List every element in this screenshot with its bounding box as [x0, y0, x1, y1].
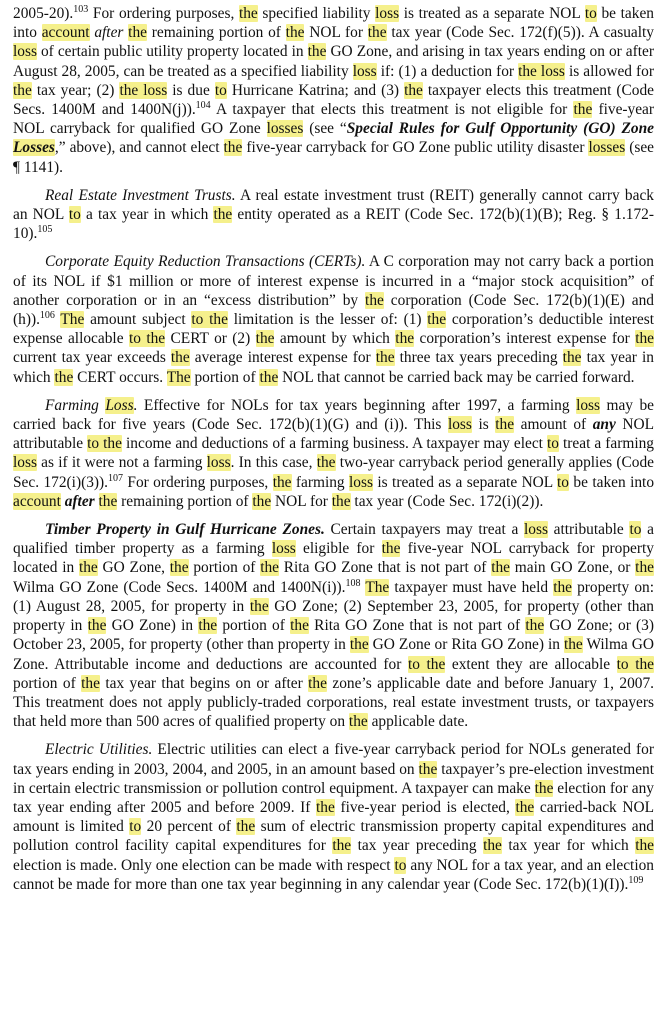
highlighted-term: the [78, 559, 98, 577]
text-run: tax year that begins on or after [99, 674, 309, 692]
highlighted-term: the [332, 837, 352, 855]
highlighted-term: the [170, 349, 190, 367]
text-run: Wilma GO Zone. Attributable income and deductions are accounted for [13, 636, 654, 673]
highlighted-term: the [573, 101, 593, 119]
text-run: three tax years preceding [394, 349, 563, 367]
text-run [95, 493, 99, 510]
text-run: two-year carryback period generally applies (Code Sec. 172(i)(3)). [13, 454, 654, 491]
text-run: is treated as a separate NOL [372, 473, 558, 491]
text-run: a qualified timber property as a farming [13, 521, 654, 558]
paragraph-continuation [13, 4, 654, 177]
text-run: five-year period is elected, [334, 798, 516, 816]
text-run: five-year carryback for GO Zone public utility disaster [242, 139, 589, 157]
text-run: election is made. Only one election can be made with respect [13, 856, 395, 874]
text-run: CERT occurs. [73, 368, 167, 386]
highlighted-term: the [223, 139, 243, 157]
paragraph-reit [13, 186, 654, 244]
highlighted-term: the [375, 349, 395, 367]
highlighted-term: loss [447, 416, 472, 434]
highlighted-term: the [316, 454, 336, 472]
highlighted-term: loss [13, 43, 37, 61]
highlighted-term: the [285, 24, 305, 42]
highlighted-term: the [562, 349, 582, 367]
text-run: GO Zone, [97, 559, 170, 577]
highlighted-term: the [98, 492, 118, 510]
highlighted-term: the [515, 798, 535, 816]
text-run: Rita GO Zone that is not part of [308, 617, 526, 635]
text-run: Certain taxpayers may treat a [324, 521, 524, 539]
highlighted-term: to the [191, 311, 228, 329]
highlighted-term: loss [206, 454, 231, 472]
footnote-ref: 103 [73, 4, 89, 15]
highlighted-term: to the [407, 655, 446, 673]
paragraph-farming-loss [13, 396, 654, 511]
text-run: attributable [547, 521, 630, 539]
text-run: average interest expense for [189, 349, 376, 367]
text-run: eligible for [295, 540, 382, 558]
text-run: tax year (Code Sec. 172(i)(2)). [350, 492, 544, 510]
text-run: NOL attributable [13, 416, 654, 453]
highlighted-term: account [13, 492, 61, 510]
text-run: taxpayer elects this treatment (Code Secs. 1400M and 1400N(j)). [13, 81, 654, 119]
highlighted-term: The [365, 578, 390, 596]
text-run: remaining portion of [146, 24, 286, 42]
highlighted-term: the [553, 578, 572, 596]
highlighted-term: the [272, 473, 292, 491]
text-run: For ordering purposes, [123, 473, 273, 491]
highlighted-term: to [629, 521, 642, 539]
text-run: corporation (Code Sec. 172(b)(1)(E) and (h)). [13, 291, 654, 329]
highlighted-term: the [525, 617, 545, 635]
text-run: GO Zone; (2) September 23, 2005, for property (other than property in [13, 597, 654, 635]
footnote-ref: 108 [345, 577, 361, 589]
highlighted-term: the [381, 540, 401, 558]
text-run: NOL for [304, 24, 368, 42]
highlighted-term: account [41, 24, 90, 42]
highlighted-term: the [308, 674, 327, 692]
footnote-ref: 109 [628, 874, 644, 886]
text-run: amount by which [274, 330, 396, 348]
highlighted-term: the [395, 330, 415, 348]
text-run: zone’s applicable date and before January 1, 2007. This treatment does not apply publicly-traded corporations, real estate investment trusts, or taxpayers that held more than 500 acres of qualified property on [13, 674, 654, 731]
highlighted-term: the [260, 559, 279, 577]
highlighted-term: the [427, 311, 447, 329]
highlighted-term: the [290, 617, 309, 635]
paragraph-electric-utilities [13, 740, 654, 894]
highlighted-term: loss [13, 454, 37, 472]
text-run: A C corporation may not carry back a portion of its NOL if $1 million or more of interest expense is incurred in a “major stock acquisition” of another corporation or in an “excess distribution” by [13, 253, 655, 309]
text-run: corporation’s deductible interest expense allocable [13, 311, 654, 348]
highlighted-term: loss [375, 5, 400, 22]
highlighted-term: the [87, 617, 107, 635]
text-run: specified liability [257, 5, 376, 22]
text-run: taxpayer’s pre-election investment in certain electric transmission or pollution control equipment. A taxpayer can make [13, 760, 654, 797]
highlighted-term: loss [576, 396, 601, 414]
text-run: Wilma GO Zone (Code Secs. 1400M and 1400N(i)). [13, 578, 346, 596]
text-run: amount subject [84, 311, 192, 329]
text-run: be taken into [13, 5, 654, 42]
highlighted-term: the [483, 837, 502, 855]
highlighted-term: the [316, 798, 335, 816]
highlighted-term: the [249, 597, 269, 615]
highlighted-term: the [365, 291, 384, 309]
text-run: current tax year exceeds [13, 349, 171, 367]
highlighted-term: the [635, 330, 654, 348]
text-run: carried-back NOL amount is limited [13, 798, 654, 836]
text-run: may be carried back for five years (Code Sec. 172(b)(1)(G) and (i)). This [13, 396, 655, 434]
highlighted-term: the [259, 368, 279, 386]
highlighted-term: loss [352, 62, 377, 80]
text-run: portion of [188, 559, 261, 577]
text-run: For ordering purposes, [88, 5, 239, 22]
text-run: NOL that cannot be carried back may be carried forward. [278, 368, 635, 386]
text-run: CERT or (2) [165, 330, 256, 348]
text-run: (see “ [303, 120, 347, 138]
text-run: income and deductions of a farming business. A taxpayer may elect [121, 435, 547, 453]
text-run: NOL for [271, 492, 332, 510]
highlighted-term: loss [271, 540, 296, 558]
emphasis-text: Real Estate Investment Trusts. [45, 186, 236, 204]
text-run: tax year preceding [351, 837, 484, 855]
highlighted-term: Loss [105, 396, 134, 414]
highlighted-term: loss [349, 473, 373, 491]
text-run: GO Zone; or (3) October 23, 2005, for property (other than property in [13, 617, 655, 654]
highlighted-term: the [534, 779, 554, 797]
footnote-ref: 106 [39, 310, 55, 322]
highlighted-term: to [547, 435, 559, 453]
text-run: GO Zone) in [106, 617, 199, 635]
text-run: any NOL for a tax year, and an election cannot be made for more than one tax year beginning in any calendar year (Code Sec. 172(b)(1)(I)). [13, 856, 654, 893]
text-run: election for any tax year ending after 2005 and before 2009. If [13, 779, 654, 816]
text-run: if: (1) a deduction for [376, 62, 519, 80]
emphasis-text: . [133, 396, 138, 414]
text-run: is [471, 416, 496, 434]
text-run: entity operated as a REIT (Code Sec. 172(b)(1)(B); Reg. § 1.172-10). [13, 206, 655, 243]
text-run: A taxpayer that elects this treatment is not eligible for [210, 101, 574, 119]
highlighted-term: to [584, 5, 597, 22]
text-run: (see ¶ 1141). [13, 139, 654, 176]
highlighted-term: the [252, 492, 272, 510]
highlighted-term: the [349, 636, 369, 654]
highlighted-term: the [491, 559, 511, 577]
emphasis-text: Farming [45, 396, 106, 414]
emphasis-text: Corporate Equity Reduction Transactions (CERTs). [45, 253, 366, 271]
emphasis-text: after [64, 492, 95, 510]
highlighted-term: the [81, 674, 100, 692]
text-run: as if it were not a farming [36, 454, 207, 472]
highlighted-term: the [128, 24, 147, 42]
text-run: ,” above), and cannot elect [54, 139, 224, 157]
highlighted-term: the loss [518, 62, 565, 80]
highlighted-term: to [129, 818, 142, 836]
text-run: remaining portion of [117, 492, 253, 510]
highlighted-term: the [418, 760, 438, 778]
text-run: sum of electric transmission property capital expenditures and pollution control facility capital expenditures for [13, 818, 654, 855]
highlighted-term: the [635, 559, 654, 577]
footnote-ref: 107 [108, 472, 123, 484]
text-run: is treated as a separate NOL [399, 5, 585, 22]
highlighted-term: the [348, 713, 368, 731]
text-run: tax year in which [13, 349, 654, 386]
highlighted-term: losses [266, 120, 304, 138]
paragraph-timber-property [13, 520, 654, 731]
text-run: corporation’s interest expense for [414, 330, 636, 348]
emphasis-text: after [94, 24, 124, 42]
highlighted-term: the [13, 81, 32, 99]
text-run: a tax year in which [80, 206, 214, 224]
text-run: Rita GO Zone that is not part of [279, 559, 492, 577]
text-run: tax year; (2) [31, 81, 120, 99]
text-run: limitation is the lesser of: (1) [227, 311, 428, 329]
text-run: portion of [190, 368, 260, 386]
text-run: portion of [217, 617, 291, 635]
highlighted-term: The [60, 311, 85, 329]
highlighted-term: the [635, 837, 654, 855]
text-run: Electric utilities can elect a five-year carryback period for NOLs generated for tax years ending in 2003, 2004, and 2005, in an amount based on [13, 741, 655, 778]
highlighted-term: the [238, 5, 258, 22]
highlighted-term: loss [524, 521, 548, 539]
highlighted-term: to the [616, 655, 655, 673]
text-run: farming [291, 473, 350, 491]
text-run: 20 percent of [141, 818, 237, 836]
text-run: is allowed for [564, 62, 654, 80]
text-run: property on: (1) August 28, 2005, for property in [13, 578, 654, 615]
highlighted-term: to [394, 856, 407, 874]
text-run: 2005-20). [13, 5, 74, 22]
highlighted-term: to the [128, 330, 166, 348]
highlighted-term: losses [588, 139, 626, 157]
text-run: amount of [514, 416, 593, 434]
text-run: five-year NOL carryback for property located in [13, 540, 654, 577]
text-run: portion of [13, 674, 82, 692]
highlighted-term: the [404, 81, 423, 99]
text-run: Hurricane Katrina; and (3) [226, 81, 405, 99]
highlighted-term: the [213, 206, 233, 224]
footnote-ref: 104 [195, 100, 211, 112]
highlighted-term: the loss [119, 81, 168, 99]
emphasis-text: Special Rules for Gulf Opportunity (GO) Zone [346, 120, 654, 138]
emphasis-text: any [592, 416, 616, 434]
highlighted-term: Losses [13, 139, 55, 157]
footnote-ref: 105 [37, 224, 53, 236]
text-run: treat a farming [558, 435, 655, 453]
highlighted-term: The [166, 368, 191, 386]
text-run: taxpayer must have held [389, 578, 554, 596]
text-run: extent they are allocable [445, 655, 617, 673]
highlighted-term: to [214, 81, 227, 99]
text-run: is due [167, 81, 215, 99]
highlighted-term: the [169, 559, 189, 577]
text-run: A real estate investment trust (REIT) generally cannot carry back an NOL [13, 186, 654, 224]
text-run: . In this case, [230, 454, 317, 472]
highlighted-term: the [495, 416, 515, 434]
highlighted-term: the [563, 636, 583, 654]
text-run: GO Zone, and arising in tax years ending on or after August 28, 2005, can be treated as a specified liability [13, 43, 654, 80]
emphasis-text: Timber Property in Gulf Hurricane Zones. [45, 521, 325, 539]
text-run: five-year NOL carryback for qualified GO Zone [13, 101, 655, 138]
text-run: tax year (Code Sec. 172(f)(5)). A casualty [386, 24, 655, 42]
text-run: main GO Zone, or [510, 559, 636, 577]
highlighted-term: the [54, 368, 74, 386]
highlighted-term: the [198, 617, 218, 635]
highlighted-term: the [367, 24, 387, 42]
emphasis-text: Electric Utilities. [45, 741, 153, 759]
text-run: GO Zone or Rita GO Zone) in [368, 636, 564, 654]
paragraph-certs [13, 252, 654, 386]
highlighted-term: to [557, 473, 570, 491]
text-run: of certain public utility property located in [36, 43, 308, 61]
text-run: applicable date. [367, 713, 469, 731]
highlighted-term: the [255, 330, 275, 348]
highlighted-term: the [331, 492, 351, 510]
text-run: be taken into [569, 473, 655, 491]
text-run: Effective for NOLs for tax years beginning after 1997, a farming [137, 396, 577, 414]
highlighted-term: the [236, 818, 256, 836]
text-run: tax year for which [501, 837, 636, 855]
highlighted-term: the [307, 43, 327, 61]
highlighted-term: to the [87, 435, 122, 453]
highlighted-term: to [68, 206, 81, 224]
